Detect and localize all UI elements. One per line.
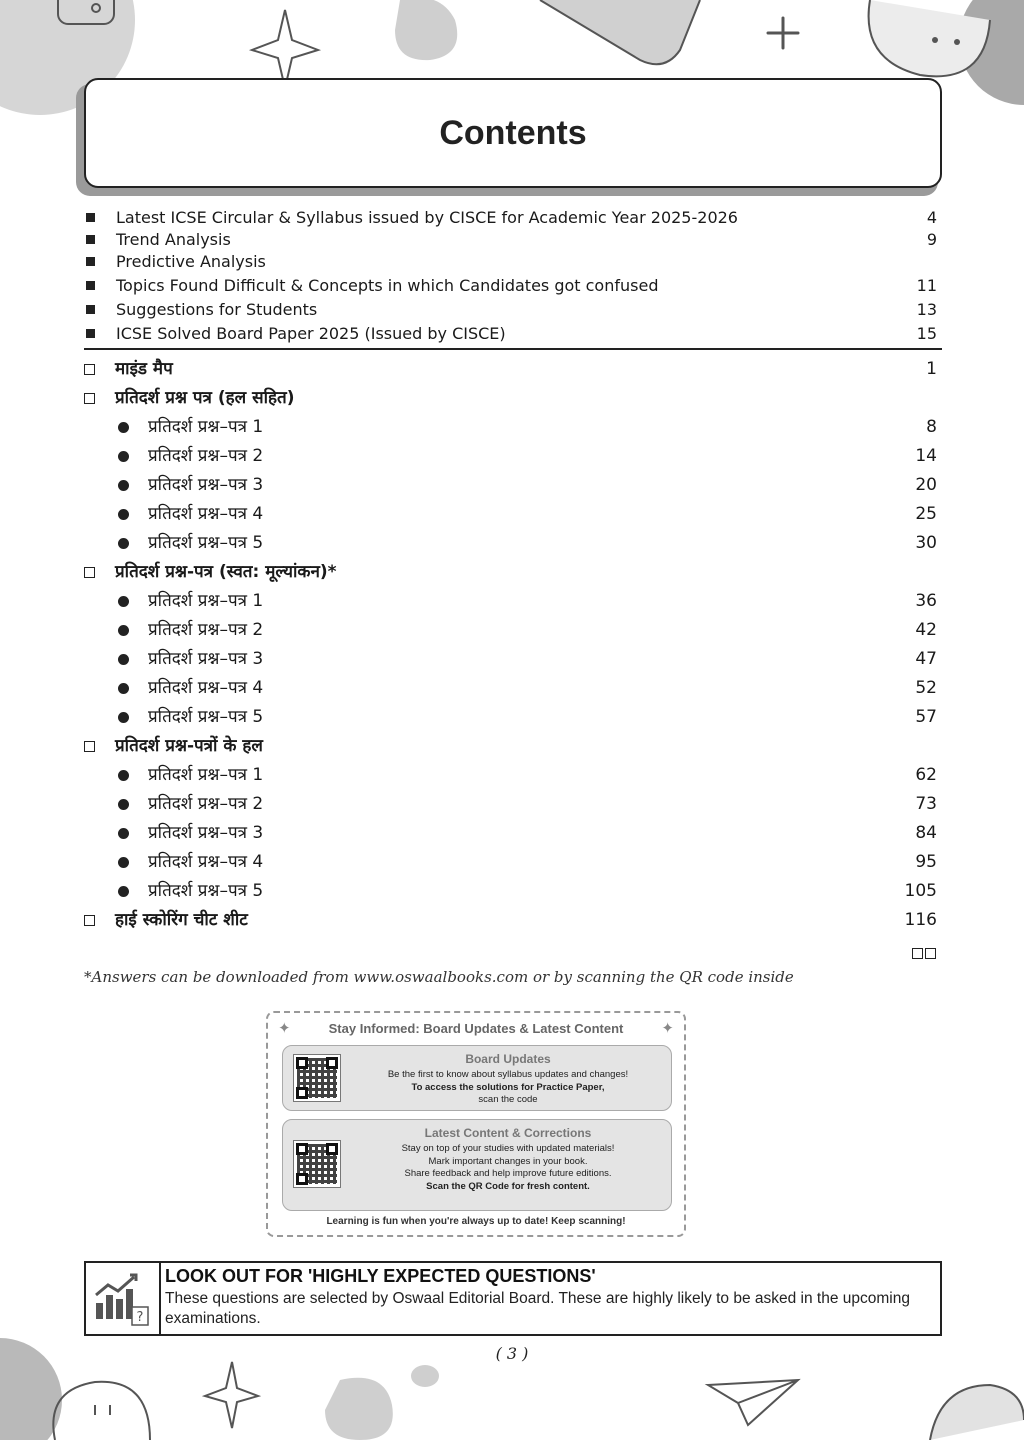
board-updates-card: Board Updates Be the first to know about syllabus updates and changes! To access the solutions for Practice Paper, scan the code — [282, 1045, 672, 1111]
dot-bullet-icon — [118, 422, 129, 433]
contents-item[interactable]: प्रतिदर्श प्रश्न–पत्र 3 84 — [84, 819, 940, 848]
lookout-text: These questions are selected by Oswaal Editorial Board. These are highly likely to be asked in the upcoming examinations. — [165, 1290, 910, 1327]
page-number: ( 3 ) — [495, 1344, 529, 1363]
square-bullet-icon — [86, 329, 95, 338]
contents-item[interactable]: प्रतिदर्श प्रश्न–पत्र 1 8 — [84, 413, 940, 442]
square-bullet-icon — [86, 213, 95, 222]
lookout-box — [84, 1261, 942, 1336]
dot-bullet-icon — [118, 770, 129, 781]
party-popper-icon: ✦ — [278, 1019, 291, 1037]
doodle-pencil — [540, 0, 700, 64]
square-bullet-icon — [86, 305, 95, 314]
contents-section[interactable]: माइंड मैप 1 — [84, 355, 940, 384]
contents-item[interactable]: प्रतिदर्श प्रश्न–पत्र 4 95 — [84, 848, 940, 877]
dot-bullet-icon — [118, 857, 129, 868]
contents-section[interactable]: प्रतिदर्श प्रश्न-पत्रों के हल — [84, 732, 940, 761]
doodle-bottom-star-icon — [205, 1362, 258, 1428]
chart-question-icon — [86, 1263, 157, 1334]
checkbox-bullet-icon — [84, 741, 95, 752]
contents-item[interactable]: प्रतिदर्श प्रश्न–पत्र 2 14 — [84, 442, 940, 471]
square-bullet-icon — [86, 235, 95, 244]
doodle-plus-icon — [768, 18, 798, 48]
dot-bullet-icon — [118, 712, 129, 723]
checkbox-bullet-icon — [84, 915, 95, 926]
contents-item[interactable]: Trend Analysis 9 — [84, 229, 940, 251]
dot-bullet-icon — [118, 596, 129, 607]
contents-item[interactable]: प्रतिदर्श प्रश्न–पत्र 2 73 — [84, 790, 940, 819]
contents-item[interactable]: Suggestions for Students 13 — [84, 299, 940, 321]
qr-code[interactable] — [293, 1140, 341, 1188]
contents-item[interactable]: प्रतिदर्श प्रश्न–पत्र 2 42 — [84, 616, 940, 645]
page-title: Contents — [439, 113, 587, 152]
svg-text:?: ? — [136, 1310, 144, 1325]
divider — [84, 348, 942, 350]
doodle-creature — [869, 0, 990, 76]
dot-bullet-icon — [118, 828, 129, 839]
end-square-icon — [925, 948, 936, 959]
dot-bullet-icon — [118, 886, 129, 897]
doodle-rounded-rect — [58, 0, 114, 24]
latest-content-card: Latest Content & Corrections Stay on top of your studies with updated materials! Mark important changes in your book. Share feedback and help improve future editions. Scan the QR Code for fresh content. — [282, 1119, 672, 1211]
contents-item[interactable]: प्रतिदर्श प्रश्न–पत्र 4 52 — [84, 674, 940, 703]
dot-bullet-icon — [118, 654, 129, 665]
contents-item[interactable]: प्रतिदर्श प्रश्न–पत्र 4 25 — [84, 500, 940, 529]
answers-footnote: *Answers can be downloaded from www.oswaalbooks.com or by scanning the QR code inside — [84, 968, 794, 986]
title-box — [84, 78, 942, 188]
contents-item[interactable]: प्रतिदर्श प्रश्न–पत्र 1 62 — [84, 761, 940, 790]
end-square-icon — [912, 948, 923, 959]
dot-bullet-icon — [118, 625, 129, 636]
latest-content-heading: Latest Content & Corrections — [424, 1126, 592, 1140]
dot-bullet-icon — [118, 451, 129, 462]
qr-code[interactable] — [293, 1054, 341, 1102]
contents-item[interactable]: ICSE Solved Board Paper 2025 (Issued by CISCE) 15 — [84, 323, 940, 345]
dot-bullet-icon — [118, 538, 129, 549]
dot-bullet-icon — [118, 480, 129, 491]
doodle-bottom-blob-gray — [325, 1378, 393, 1440]
contents-item[interactable]: Latest ICSE Circular & Syllabus issued by CISCE for Academic Year 2025-2026 4 — [84, 207, 940, 229]
contents-item[interactable]: प्रतिदर्श प्रश्न–पत्र 5 30 — [84, 529, 940, 558]
contents-item[interactable]: प्रतिदर्श प्रश्न–पत्र 3 47 — [84, 645, 940, 674]
checkbox-bullet-icon — [84, 393, 95, 404]
contents-section[interactable]: प्रतिदर्श प्रश्न पत्र (हल सहित) — [84, 384, 940, 413]
doodle-blob-gray — [395, 0, 457, 60]
checkbox-bullet-icon — [84, 567, 95, 578]
doodle-bottom-creature — [53, 1382, 150, 1440]
checkbox-bullet-icon — [84, 364, 95, 375]
board-updates-heading: Board Updates — [465, 1052, 551, 1066]
contents-item[interactable]: प्रतिदर्श प्रश्न–पत्र 5 105 — [84, 877, 940, 906]
lookout-icon-cell — [86, 1263, 161, 1334]
stay-informed-box — [266, 1011, 686, 1237]
doodle-corner-blob — [959, 0, 1024, 105]
doodle-paper-plane-icon — [708, 1380, 798, 1425]
doodle-bottom-right-creature — [930, 1385, 1024, 1440]
doodle-eye — [92, 4, 100, 12]
party-popper-icon: ✦ — [661, 1019, 674, 1037]
dot-bullet-icon — [118, 799, 129, 810]
hindi-contents-list — [84, 355, 940, 935]
contents-item[interactable]: Topics Found Difficult & Concepts in which Candidates got confused 11 — [84, 275, 940, 297]
contents-item[interactable]: प्रतिदर्श प्रश्न–पत्र 5 57 — [84, 703, 940, 732]
contents-section[interactable]: हाई स्कोरिंग चीट शीट 116 — [84, 906, 940, 935]
stay-informed-title: Stay Informed: Board Updates & Latest Content — [328, 1021, 624, 1036]
stay-informed-footer: Learning is fun when you're always up to date! Keep scanning! — [326, 1216, 626, 1227]
square-bullet-icon — [86, 257, 95, 266]
contents-item[interactable]: प्रतिदर्श प्रश्न–पत्र 3 20 — [84, 471, 940, 500]
english-contents-list — [84, 207, 940, 345]
contents-item[interactable]: Predictive Analysis — [84, 251, 940, 273]
lookout-title: LOOK OUT FOR 'HIGHLY EXPECTED QUESTIONS' — [165, 1266, 596, 1286]
doodle-star-icon — [252, 10, 318, 88]
contents-item[interactable]: प्रतिदर्श प्रश्न–पत्र 1 36 — [84, 587, 940, 616]
dot-bullet-icon — [118, 683, 129, 694]
dot-bullet-icon — [118, 509, 129, 520]
end-marks — [912, 948, 936, 959]
contents-section[interactable]: प्रतिदर्श प्रश्न-पत्र (स्वत: मूल्यांकन)* — [84, 558, 940, 587]
square-bullet-icon — [86, 281, 95, 290]
